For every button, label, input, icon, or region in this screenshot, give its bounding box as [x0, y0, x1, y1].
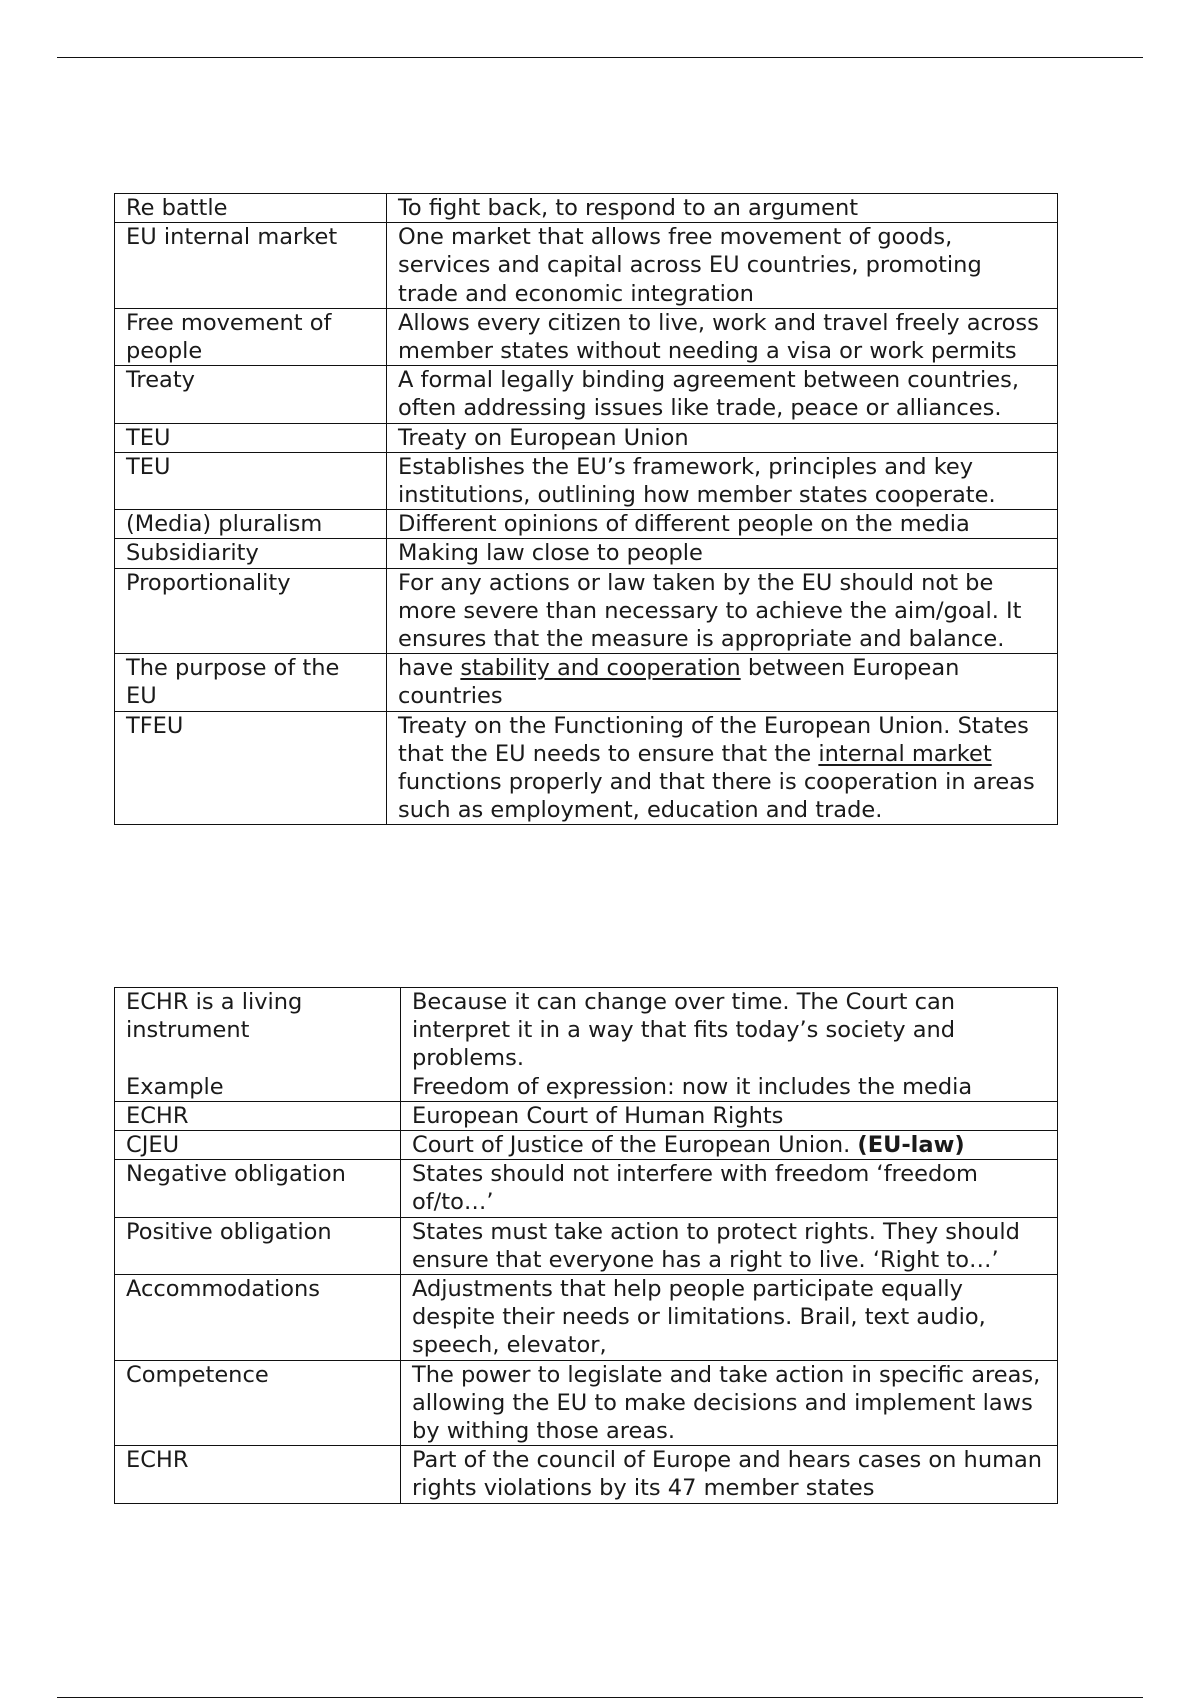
term-cell: ECHR: [115, 1101, 401, 1130]
definition-cell: The power to legislate and take action in specific areas, allowing the EU to make decisions and implement laws by withing those areas.: [401, 1360, 1058, 1446]
table-row: [115, 194, 1058, 223]
example-label: Example: [126, 1073, 224, 1100]
table-row: [115, 654, 1058, 711]
definition-cell: Treaty on European Union: [387, 423, 1058, 452]
bold-note: (EU-law): [857, 1132, 965, 1159]
eu-glossary-table: [114, 193, 1058, 825]
term-cell: Treaty: [115, 366, 387, 423]
table-row: [115, 1446, 1058, 1503]
table-row: [115, 452, 1058, 509]
table-row: [115, 1131, 1058, 1160]
table-row: [115, 366, 1058, 423]
definition-text: Court of Justice of the European Union.: [412, 1132, 858, 1159]
term-cell: Free movement of people: [115, 308, 387, 365]
definition-text: Treaty on the Functioning of the European Union. States that the EU needs to ensure that the: [398, 712, 1029, 767]
header-rule: [57, 57, 1143, 58]
term-cell: EU internal market: [115, 223, 387, 309]
definition-cell: To fight back, to respond to an argument: [387, 194, 1058, 223]
table-row: [115, 308, 1058, 365]
term-text: ECHR is a living instrument: [126, 989, 303, 1044]
table-row: [115, 510, 1058, 539]
term-cell: ECHR: [115, 1446, 401, 1503]
underlined-phrase: internal market: [818, 740, 992, 767]
definition-cell: Making law close to people: [387, 539, 1058, 568]
table-row: [115, 568, 1058, 654]
table-row: [115, 1217, 1058, 1274]
table-row: [115, 1275, 1058, 1361]
definition-cell: Adjustments that help people participate equally despite their needs or limitations. Brail, text audio, speech, elevator,: [401, 1275, 1058, 1361]
term-cell: Accommodations: [115, 1275, 401, 1361]
table-row: [115, 988, 1058, 1102]
term-cell: Competence: [115, 1360, 401, 1446]
definition-cell: [387, 654, 1058, 711]
definition-cell: States should not interfere with freedom ‘freedom of/to…’: [401, 1160, 1058, 1217]
definition-text: Because it can change over time. The Court can interpret it in a way that fits today’s society and problems.: [412, 989, 956, 1072]
term-cell: TEU: [115, 423, 387, 452]
table-row: [115, 223, 1058, 309]
table-row: [115, 1360, 1058, 1446]
term-cell: Negative obligation: [115, 1160, 401, 1217]
echr-glossary-table: [114, 987, 1058, 1504]
term-cell: TEU: [115, 452, 387, 509]
definition-cell: [387, 711, 1058, 825]
term-cell: Positive obligation: [115, 1217, 401, 1274]
blank-line: [126, 1044, 390, 1072]
term-cell: (Media) pluralism: [115, 510, 387, 539]
definition-cell: One market that allows free movement of goods, services and capital across EU countries, promoting trade and economic integration: [387, 223, 1058, 309]
definition-cell: European Court of Human Rights: [401, 1101, 1058, 1130]
table-row: [115, 711, 1058, 825]
definition-cell: Allows every citizen to live, work and travel freely across member states without needing a visa or work permits: [387, 308, 1058, 365]
term-cell: CJEU: [115, 1131, 401, 1160]
term-cell: TFEU: [115, 711, 387, 825]
term-cell: Subsidiarity: [115, 539, 387, 568]
table-row: [115, 423, 1058, 452]
term-cell: The purpose of the EU: [115, 654, 387, 711]
definition-text: between European countries: [398, 655, 960, 710]
definition-cell: Different opinions of different people on the media: [387, 510, 1058, 539]
table-row: [115, 539, 1058, 568]
definition-cell: A formal legally binding agreement between countries, often addressing issues like trade, peace or alliances.: [387, 366, 1058, 423]
definition-cell: [401, 988, 1058, 1102]
footer-rule: [57, 1697, 1143, 1698]
term-cell: Re battle: [115, 194, 387, 223]
definition-cell: [401, 1131, 1058, 1160]
definition-cell: Part of the council of Europe and hears cases on human rights violations by its 47 member states: [401, 1446, 1058, 1503]
table-row: [115, 1160, 1058, 1217]
example-text: Freedom of expression: now it includes the media: [412, 1073, 973, 1100]
underlined-phrase: stability and cooperation: [460, 655, 741, 682]
definition-text: functions properly and that there is cooperation in areas such as employment, education and trade.: [398, 769, 1035, 824]
definition-cell: For any actions or law taken by the EU should not be more severe than necessary to achieve the aim/goal. It ensures that the measure is appropriate and balance.: [387, 568, 1058, 654]
definition-cell: Establishes the EU’s framework, principles and key institutions, outlining how member states cooperate.: [387, 452, 1058, 509]
definition-cell: States must take action to protect rights. They should ensure that everyone has a right to live. ‘Right to…’: [401, 1217, 1058, 1274]
table-row: [115, 1101, 1058, 1130]
term-cell: Proportionality: [115, 568, 387, 654]
term-cell: [115, 988, 401, 1102]
definition-text: have: [398, 655, 461, 682]
